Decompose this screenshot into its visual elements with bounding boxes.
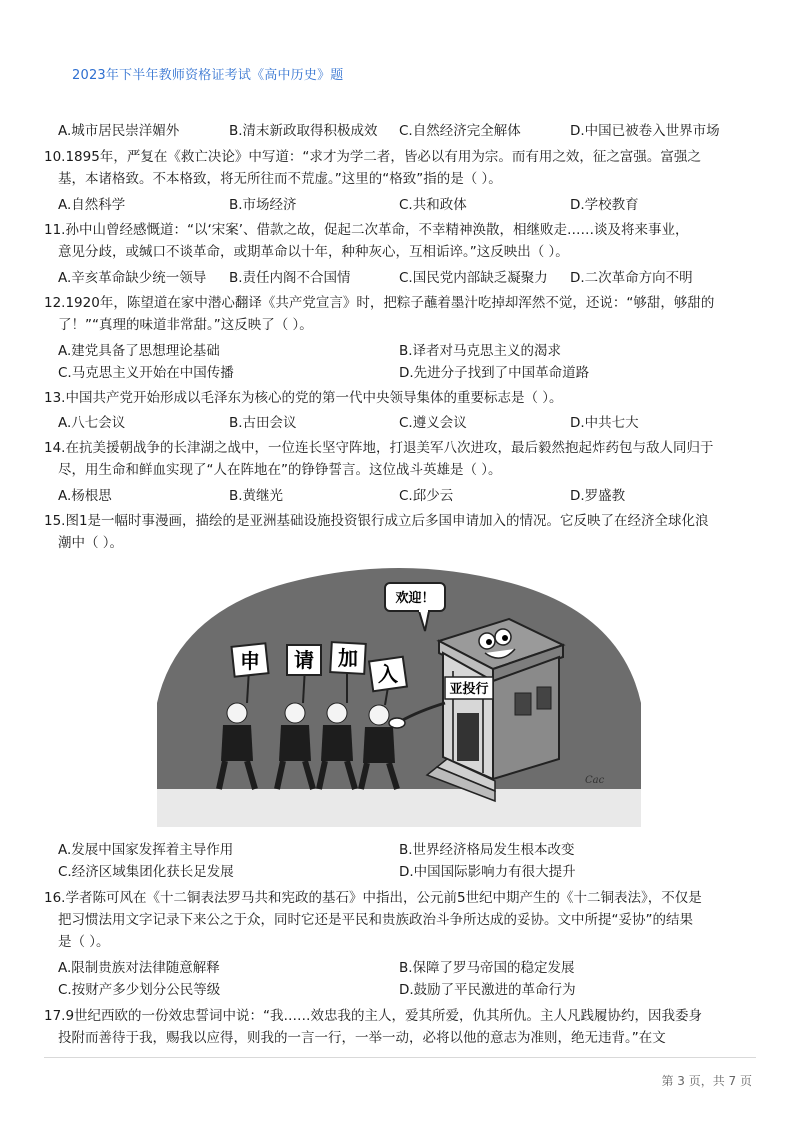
page-number: 第 3 页，共 7 页 xyxy=(661,1074,752,1088)
q15-option-c: C.经济区域集团化获长足发展 xyxy=(58,864,234,880)
q11-stem-line-1: 11.孙中山曾经感慨道：“以‘宋案’、借款之故，促起二次革命，不幸精神涣散，相继败走……谈及将来事业， xyxy=(44,222,689,238)
q16-option-b: B.保障了罗马帝国的稳定发展 xyxy=(399,960,575,976)
q13-option-d: D.中共七大 xyxy=(570,415,639,431)
footer-divider xyxy=(44,1057,756,1058)
q14-stem-line-1: 14.在抗美援朝战争的长津湖之战中，一位连长坚守阵地，打退美军八次进攻，最后毅然抱起炸药包与敌人同归于 xyxy=(44,440,714,456)
q11-option-c: C.国民党内部缺乏凝聚力 xyxy=(399,270,548,286)
building-sign-text: 亚投行 xyxy=(449,682,489,697)
q13-option-c: C.遵义会议 xyxy=(399,415,467,431)
aiib-cartoon-image xyxy=(157,553,641,827)
q10-option-a: A.自然科学 xyxy=(58,197,126,213)
q11-stem-line-2: 意见分歧，或缄口不谈革命，或期革命以十年，种种灰心，互相诟谇。”这反映出（ ）。 xyxy=(58,244,569,260)
ground xyxy=(157,789,641,827)
q14-option-d: D.罗盛教 xyxy=(570,488,626,504)
q16-stem-line-2: 把习惯法用文字记录下来公之于众，同时它还是平民和贵族政治斗争所达成的妥协。文中所提“妥协”的结果 xyxy=(58,912,693,928)
q12-option-a: A.建党具备了思想理论基础 xyxy=(58,343,220,359)
q14-option-b: B.黄继光 xyxy=(229,488,284,504)
bubble-text: 欢迎！ xyxy=(395,591,435,606)
q13-option-b: B.古田会议 xyxy=(229,415,297,431)
sign-char-2: 请 xyxy=(294,648,314,672)
q15-stem-line-2: 潮中（ ）。 xyxy=(58,535,124,551)
q10-stem-line-1: 10.1895年，严复在《救亡决论》中写道：“求才为学二者，皆必以有用为宗。而有用之效，征之富强。富强之 xyxy=(44,149,701,165)
q16-option-c: C.按财产多少划分公民等级 xyxy=(58,982,221,998)
q16-option-d: D.鼓励了平民激进的革命行为 xyxy=(399,982,576,998)
q16-stem-line-1: 16.学者陈可风在《十二铜表法罗马共和宪政的基石》中指出，公元前5世纪中期产生的《十二铜表法》，不仅是 xyxy=(44,890,702,906)
q9-option-a: A.城市居民崇洋媚外 xyxy=(58,123,180,139)
q14-option-a: A.杨根思 xyxy=(58,488,112,504)
artist-signature: Cac xyxy=(585,775,605,786)
q13-stem: 13.中国共产党开始形成以毛泽东为核心的党的第一代中央领导集体的重要标志是（ ）。 xyxy=(44,390,563,406)
sign-char-3: 加 xyxy=(338,646,358,670)
sign-char-4: 入 xyxy=(378,662,398,686)
q12-stem-line-2: 了！”“真理的味道非常甜。”这反映了（ ）。 xyxy=(58,317,313,333)
sign-char-1: 申 xyxy=(240,649,260,673)
q16-option-a: A.限制贵族对法律随意解释 xyxy=(58,960,220,976)
q14-option-c: C.邱少云 xyxy=(399,488,454,504)
q12-stem-line-1: 12.1920年，陈望道在家中潜心翻译《共产党宣言》时，把粽子蘸着墨汁吃掉却浑然不觉，还说：“够甜，够甜的 xyxy=(44,295,715,311)
q15-option-a: A.发展中国家发挥着主导作用 xyxy=(58,842,234,858)
q16-stem-line-3: 是（ ）。 xyxy=(58,934,110,950)
q17-stem-line-2: 投附而善待于我，赐我以应得，则我的一言一行，一举一动，必将以他的意志为准则，绝无违背。”在文 xyxy=(58,1030,666,1046)
q10-option-c: C.共和政体 xyxy=(399,197,467,213)
q9-option-d: D.中国已被卷入世界市场 xyxy=(570,123,720,139)
q15-option-d: D.中国国际影响力有很大提升 xyxy=(399,864,576,880)
q9-option-c: C.自然经济完全解体 xyxy=(399,123,521,139)
q11-option-b: B.责任内阁不合国情 xyxy=(229,270,351,286)
q10-option-b: B.市场经济 xyxy=(229,197,297,213)
q12-option-d: D.先进分子找到了中国革命道路 xyxy=(399,365,590,381)
q17-stem-line-1: 17.9世纪西欧的一份效忠誓词中说：“我……效忠我的主人，爱其所爱，仇其所仇。主人凡践履协约，因我委身 xyxy=(44,1008,703,1024)
q13-option-a: A.八七会议 xyxy=(58,415,126,431)
q15-stem-line-1: 15.图1是一幅时事漫画，描绘的是亚洲基础设施投资银行成立后多国申请加入的情况。它反映了在经济全球化浪 xyxy=(44,513,709,529)
exam-title: 2023年下半年教师资格证考试《高中历史》题 xyxy=(72,68,344,83)
q11-option-d: D.二次革命方向不明 xyxy=(570,270,693,286)
q15-option-b: B.世界经济格局发生根本改变 xyxy=(399,842,575,858)
q9-option-b: B.清末新政取得积极成效 xyxy=(229,123,378,139)
q14-stem-line-2: 尽，用生命和鲜血实现了“人在阵地在”的铮铮誓言。这位战斗英雄是（ ）。 xyxy=(58,462,502,478)
q10-option-d: D.学校教育 xyxy=(570,197,639,213)
q12-option-c: C.马克思主义开始在中国传播 xyxy=(58,365,234,381)
q12-option-b: B.译者对马克思主义的渴求 xyxy=(399,343,562,359)
q11-option-a: A.辛亥革命缺少统一领导 xyxy=(58,270,207,286)
q10-stem-line-2: 基，本诸格致。不本格致，将无所往而不荒虚。”这里的“格致”指的是（ ）。 xyxy=(58,171,502,187)
